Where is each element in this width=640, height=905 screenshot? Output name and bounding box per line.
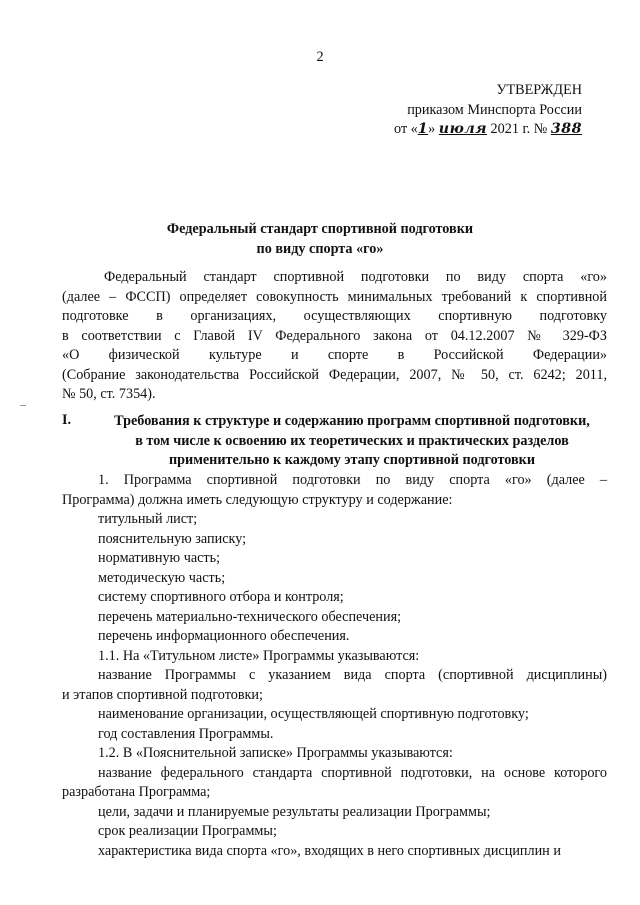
body-line: наименование организации, осуществляющей спортивную подготовку; [98, 706, 529, 722]
intro-line: № 50, ст. 7354). [62, 386, 156, 402]
document-title [0, 220, 640, 259]
handwritten-number: 388 [550, 121, 582, 137]
intro-line: Федеральный стандарт спортивной подготовки по виду спорта «го» [104, 269, 607, 285]
intro-line: подготовке в организациях, осуществляющих спортивную подготовку [62, 308, 607, 324]
subsection-heading: 1.1. На «Титульном листе» Программы указываются: [98, 647, 420, 664]
intro-line: в соответствии с Главой IV Федерального закона от 04.12.2007 № 329-ФЗ [62, 327, 607, 344]
list-item: пояснительную записку; [98, 530, 247, 547]
approval-order: приказом Минспорта России [407, 101, 582, 118]
body-line: название федерального стандарта спортивной подготовки, на основе которого [98, 764, 607, 781]
approval-block [394, 81, 582, 140]
intro-paragraph [62, 268, 607, 405]
list-item: систему спортивного отбора и контроля; [98, 589, 344, 605]
body-line: характеристика вида спорта «го», входящих в него спортивных дисциплин и [98, 842, 561, 859]
body-line: 1. Программа спортивной подготовки по виду спорта «го» (далее – [98, 472, 607, 488]
body-line: разработана Программа; [62, 784, 211, 800]
body-line: Программа) должна иметь следующую структуру и содержание: [62, 491, 453, 508]
list-item: титульный лист; [98, 511, 198, 527]
section-number: I. [62, 412, 72, 428]
list-item: перечень материально-технического обеспечения; [98, 608, 402, 625]
handwritten-month: июля [438, 121, 487, 137]
intro-line: (Собрание законодательства Российской Федерации, 2007, № 50, ст. 6242; 2011, [62, 366, 607, 383]
body-line: и этапов спортивной подготовки; [62, 686, 263, 703]
section-title [92, 412, 612, 471]
date-prefix: от « [394, 121, 418, 137]
body-line: год составления Программы. [98, 725, 274, 742]
list-item: нормативную часть; [98, 550, 221, 566]
body-line: цели, задачи и планируемые результаты реализации Программы; [98, 803, 491, 820]
intro-line: (далее – ФССП) определяет совокупность минимальных требований к спортивной [62, 288, 607, 305]
date-year: 2021 г. № [487, 121, 551, 137]
approval-date-line [394, 120, 582, 140]
handwritten-day: 1 [417, 121, 429, 137]
intro-line: «О физической культуре и спорте в Российской Федерации» [62, 347, 607, 363]
scan-mark [20, 405, 26, 406]
section-title-line: в том числе к освоению их теоретических и практических разделов [135, 432, 569, 449]
section-body [62, 471, 607, 861]
date-mid: » [428, 121, 439, 137]
approval-title: УТВЕРЖДЕН [496, 82, 582, 98]
section-title-line: применительно к каждому этапу спортивной подготовки [168, 452, 536, 468]
title-line-2: по виду спорта «го» [256, 240, 384, 257]
list-item: перечень информационного обеспечения. [98, 628, 350, 644]
body-line: срок реализации Программы; [98, 823, 277, 839]
subsection-heading: 1.2. В «Пояснительной записке» Программы указываются: [98, 745, 453, 761]
section-title-line: Требования к структуре и содержанию программ спортивной подготовки, [114, 413, 590, 429]
body-line: название Программы с указанием вида спорта (спортивной дисциплины) [98, 667, 607, 683]
page-number: 2 [316, 49, 324, 65]
title-line-1: Федеральный стандарт спортивной подготовки [166, 221, 474, 237]
list-item: методическую часть; [98, 569, 226, 586]
